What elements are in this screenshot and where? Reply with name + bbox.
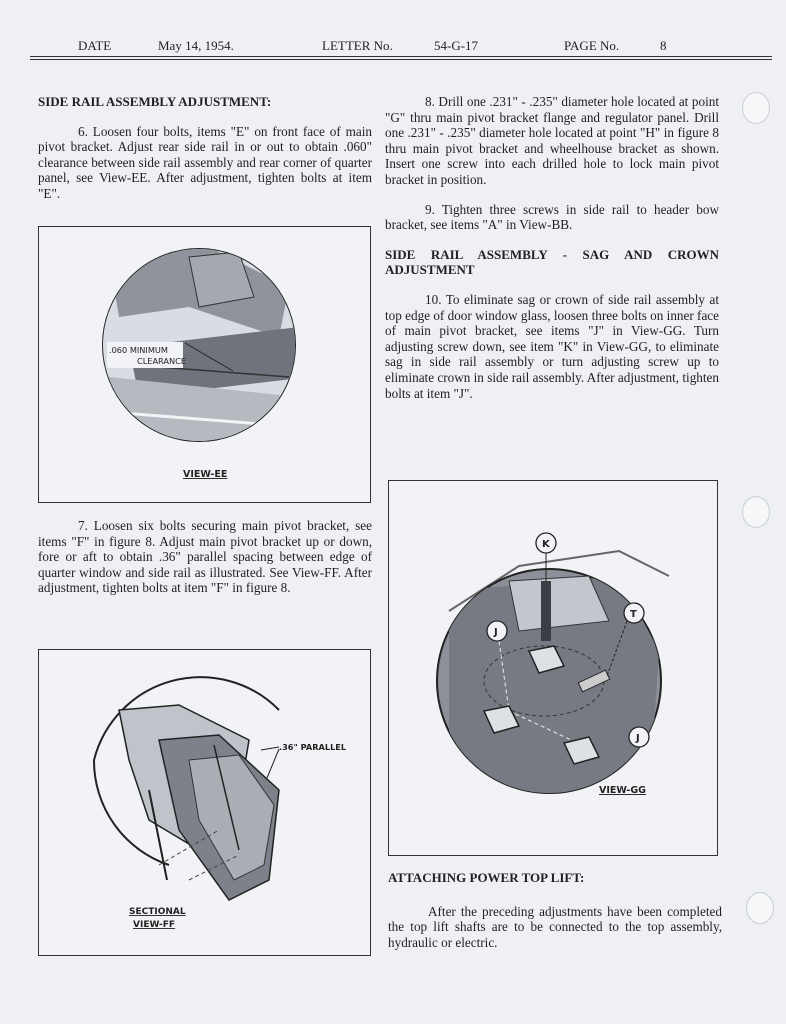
callout-line-2: CLEARANCE [137,356,187,366]
left-column-top [38,94,372,202]
letter-label: LETTER No. [322,38,393,53]
page-header [32,36,772,58]
binder-hole [742,496,770,528]
binder-hole [742,92,770,124]
paragraph-6: 6. Loosen four bolts, items "E" on front face of main pivot bracket. Adjust rear side rail in or out to obtain .060" clearance between side rail assembly and rear corner of quarter panel, see View-EE. After adjustment, tighten bolts at item "E". [38,123,372,201]
header-rule-bottom [30,59,772,60]
view-gg-illustration [389,481,717,855]
section-heading-sag-crown: SIDE RAIL ASSEMBLY - SAG AND CROWN ADJUSTMENT [385,246,719,278]
label-j1: J [494,627,498,638]
header-rule-top [30,56,772,57]
page-value: 8 [660,38,667,53]
paragraph-10: 10. To eliminate sag or crown of side rail assembly at top edge of door window glass, loosen three bolts on inner face of main pivot bracket, see items "J" in View-GG. Turn adjusting screw down, see item "K" in View-GG, to eliminate sag in side rail assembly or turn adjusting screw up to eliminate crown in side rail assembly. After adjustment, tighten bolts at item "J". [385,291,720,401]
paragraph-power-top-lift: After the preceding adjustments have been completed the top lift shafts are to be connected to the top assembly, hydraulic or electric. [388,903,722,950]
paragraph-8: 8. Drill one .231" - .235" diameter hole located at point "G" thru main pivot bracket flange and regulator panel. Drill one .231" - .235" diameter hole located at point "H" in figure 8 thru main pivot bracket and wheelhouse bracket as shown. Insert one screw into each drilled hole to lock main pivot bracket in position. [385,94,719,187]
page-label: PAGE No. [564,38,620,53]
letter-value: 54-G-17 [434,38,479,53]
callout-parallel: .36" PARALLEL [279,742,347,752]
label-k: K [542,539,550,550]
view-ff-illustration [39,650,370,955]
view-ee-illustration [39,227,370,502]
figure-view-gg [388,480,718,856]
paragraph-7: 7. Loosen six bolts securing main pivot bracket, see items "F" in figure 8. Adjust main pivot bracket up or down, fore or aft to obtain .36" parallel spacing between edge of quarter window and side rail as illustrated. See View-FF. After adjustment, tighten bolts at item "F" in figure 8. [38,518,372,596]
caption-view-ff: VIEW-FF [133,920,176,930]
caption-view-gg: VIEW-GG [599,785,646,796]
right-column-top [385,94,719,401]
label-t: T [630,609,637,620]
figure-view-ee [38,226,371,503]
callout-line-1: .060 MINIMUM [109,345,168,355]
paragraph-9: 9. Tighten three screws in side rail to header bow bracket, see items "A" in View-BB. [385,201,719,233]
label-j2: J [636,733,640,744]
binder-hole [746,892,774,924]
right-column-bottom [388,870,722,950]
date-label: DATE [78,38,112,53]
left-column-mid [38,518,372,596]
date-value: May 14, 1954. [158,38,234,53]
figure-view-ff [38,649,371,956]
section-heading-side-rail: SIDE RAIL ASSEMBLY ADJUSTMENT: [38,94,272,109]
caption-sectional: SECTIONAL [129,907,186,917]
caption-view-ee: VIEW-EE [183,469,228,480]
section-heading-power-top-lift: ATTACHING POWER TOP LIFT: [388,870,585,885]
